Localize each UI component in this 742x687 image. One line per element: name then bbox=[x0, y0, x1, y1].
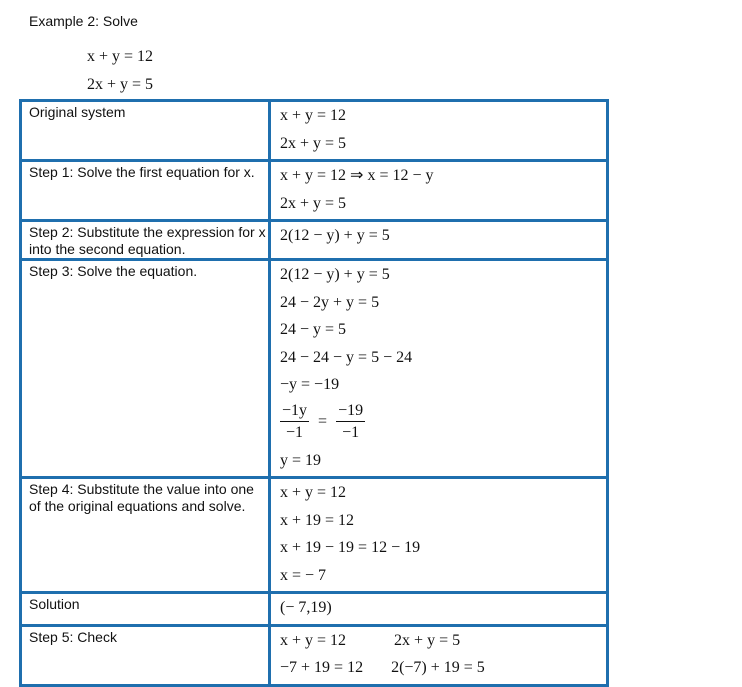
fraction-denominator: −1 bbox=[286, 423, 304, 441]
table-row bbox=[21, 221, 608, 260]
table-row bbox=[21, 625, 608, 685]
table-row bbox=[21, 161, 608, 221]
table-row bbox=[21, 260, 608, 478]
equation-line: x + 19 = 12 bbox=[280, 511, 355, 529]
fraction-numerator: −19 bbox=[336, 401, 365, 422]
row-work bbox=[270, 593, 608, 626]
row-label: Step 1: Solve the first equation for x. bbox=[21, 161, 270, 221]
row-label: Original system bbox=[21, 101, 270, 161]
row-label: Step 2: Substitute the expression for x into the second equation. bbox=[21, 221, 270, 260]
fraction-numerator: −1y bbox=[280, 401, 309, 422]
equation-line: 24 − 2y + y = 5 bbox=[280, 293, 380, 311]
row-label: Solution bbox=[21, 593, 270, 626]
row-work bbox=[270, 478, 608, 593]
solution-value: (− 7,19) bbox=[280, 599, 332, 616]
solution-table bbox=[19, 99, 609, 687]
equation-line: x = − 7 bbox=[280, 566, 327, 584]
equation-line: x + y = 12 ⇒ x = 12 − y bbox=[280, 167, 434, 184]
left-fraction bbox=[280, 401, 309, 444]
equation-line: x + y = 12 bbox=[280, 484, 347, 501]
row-work bbox=[270, 101, 608, 161]
row-work bbox=[270, 221, 608, 260]
row-label: Step 3: Solve the equation. bbox=[21, 260, 270, 478]
table-row bbox=[21, 478, 608, 593]
equation-line: −y = −19 bbox=[280, 376, 340, 393]
system-equation-2: 2x + y = 5 bbox=[87, 76, 154, 93]
equation-line: 2(12 − y) + y = 5 bbox=[280, 266, 390, 283]
row-label: Step 5: Check bbox=[21, 625, 270, 685]
equation-line: 24 − 24 − y = 5 − 24 bbox=[280, 348, 413, 366]
equation-line: 24 − y = 5 bbox=[280, 321, 347, 338]
equation-line: x + y = 12 bbox=[280, 107, 347, 124]
check-substitution-line: −7 + 19 = 12 2(−7) + 19 = 5 bbox=[280, 659, 485, 676]
system-equation-1: x + y = 12 bbox=[87, 48, 154, 65]
table-row bbox=[21, 593, 608, 626]
check-line bbox=[280, 629, 606, 657]
check-equation-1: x + y = 12 bbox=[280, 631, 347, 649]
row-label: Step 4: Substitute the value into one of the original equations and solve. bbox=[21, 478, 270, 593]
check-equation-2: 2x + y = 5 bbox=[394, 631, 461, 649]
fraction-equation bbox=[280, 401, 606, 449]
equation-line: y = 19 bbox=[280, 451, 322, 469]
example-title: Example 2: Solve bbox=[29, 13, 138, 29]
equation-line: 2(12 − y) + y = 5 bbox=[280, 227, 390, 244]
equals-sign: = bbox=[318, 413, 328, 430]
equation-line: 2x + y = 5 bbox=[280, 194, 347, 212]
right-fraction bbox=[336, 401, 365, 444]
row-work bbox=[270, 161, 608, 221]
fraction-denominator: −1 bbox=[342, 423, 360, 441]
row-work bbox=[270, 260, 608, 478]
table-row bbox=[21, 101, 608, 161]
row-work bbox=[270, 625, 608, 685]
equation-line: x + 19 − 19 = 12 − 19 bbox=[280, 539, 421, 556]
equation-line: 2x + y = 5 bbox=[280, 134, 347, 152]
